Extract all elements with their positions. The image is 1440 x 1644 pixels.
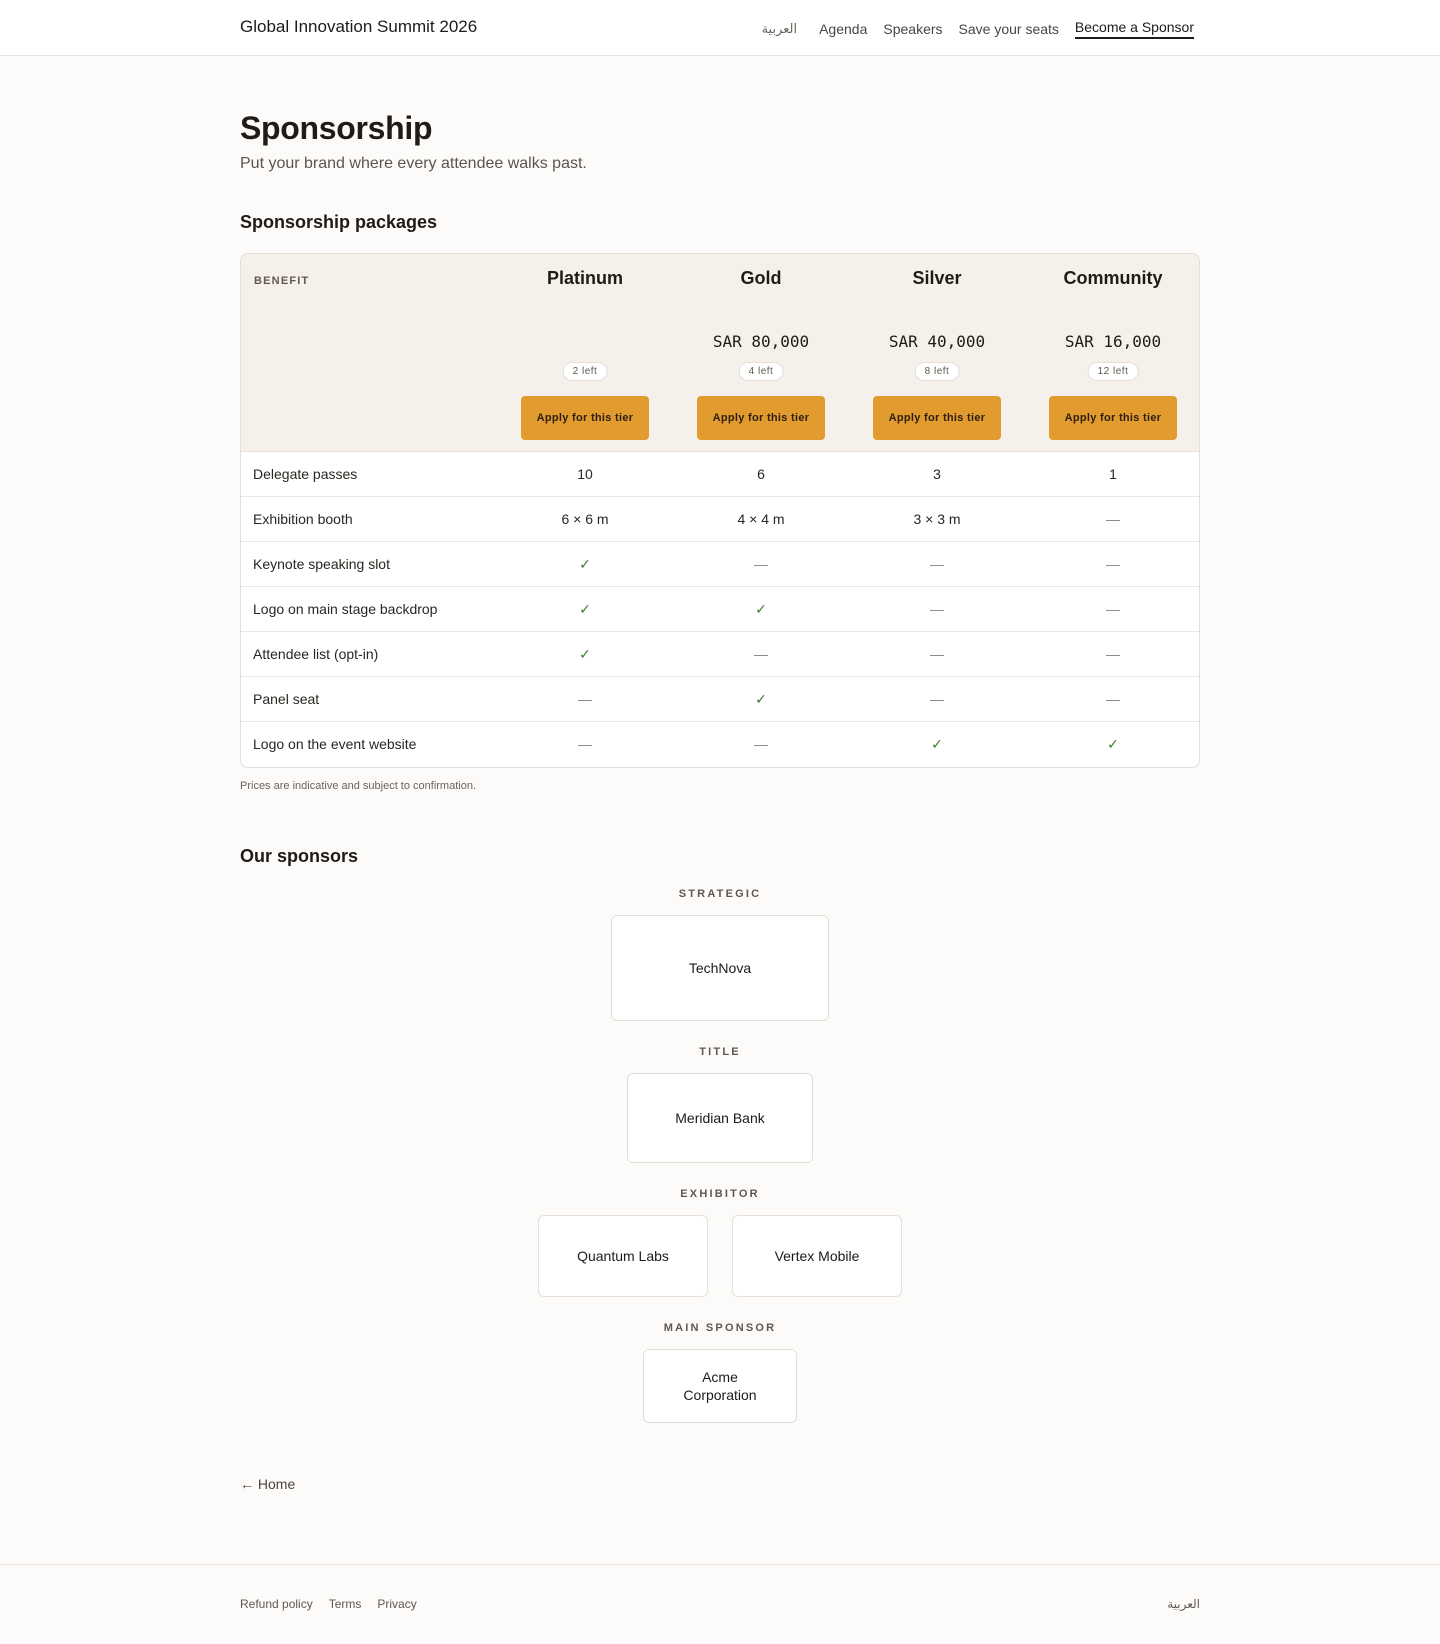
apply-silver-button[interactable]: Apply for this tier xyxy=(873,396,1001,440)
benefit-label: Logo on main stage backdrop xyxy=(253,601,438,617)
sponsor-group-label: MAIN SPONSOR xyxy=(663,1322,777,1334)
page-subtitle: Put your brand where every attendee walks past. xyxy=(240,155,587,172)
check-icon: ✓ xyxy=(755,691,767,707)
benefit-column-header: BENEFIT xyxy=(254,275,310,287)
site-title[interactable]: Global Innovation Summit 2026 xyxy=(240,17,478,36)
dash-icon: — xyxy=(754,736,768,752)
check-icon: ✓ xyxy=(579,646,591,662)
benefit-value: 6 × 6 m xyxy=(561,511,609,527)
apply-gold-button[interactable]: Apply for this tier xyxy=(697,396,825,440)
table-row xyxy=(241,722,1199,767)
table-row xyxy=(241,542,1199,587)
refund-policy-link[interactable]: Refund policy xyxy=(240,1597,313,1611)
sponsor-group-label: EXHIBITOR xyxy=(680,1188,760,1200)
benefit-value: 4 × 4 m xyxy=(737,511,785,527)
sponsor-card-technova[interactable]: TechNova xyxy=(611,915,829,1021)
tier-availability-badge: 2 left xyxy=(563,362,608,381)
sponsor-group-label: STRATEGIC xyxy=(678,888,762,900)
nav-language-link[interactable]: العربية xyxy=(761,21,798,36)
tier-availability-badge: 8 left xyxy=(915,362,960,381)
tier-community xyxy=(1025,254,1200,452)
tier-availability-badge: 4 left xyxy=(739,362,784,381)
apply-platinum-button[interactable]: Apply for this tier xyxy=(521,396,649,440)
dash-icon: — xyxy=(1106,556,1120,572)
benefit-value: 3 × 3 m xyxy=(913,511,961,527)
tier-name: Platinum xyxy=(546,268,623,288)
sponsor-card-quantum-labs[interactable]: Quantum Labs xyxy=(538,1215,708,1297)
tier-name: Gold xyxy=(740,268,782,288)
tier-availability-badge: 12 left xyxy=(1088,362,1139,381)
footer-language-link[interactable]: العربية xyxy=(1167,1597,1200,1611)
packages-heading: Sponsorship packages xyxy=(240,212,438,232)
table-row xyxy=(241,587,1199,632)
privacy-link[interactable]: Privacy xyxy=(377,1597,417,1611)
tier-platinum xyxy=(497,254,673,452)
dash-icon: — xyxy=(1106,601,1120,617)
footer-links xyxy=(240,1597,417,1611)
nav-agenda-link[interactable]: Agenda xyxy=(819,21,868,37)
dash-icon: — xyxy=(754,556,768,572)
dash-icon: — xyxy=(578,691,592,707)
check-icon: ✓ xyxy=(931,736,943,752)
benefit-label: Exhibition booth xyxy=(253,511,353,527)
dash-icon: — xyxy=(754,646,768,662)
table-row xyxy=(241,452,1199,497)
sponsor-card-acme-corporation[interactable]: Acme Corporation xyxy=(643,1349,797,1423)
table-row xyxy=(241,632,1199,677)
page-title: Sponsorship xyxy=(240,110,433,146)
sponsor-card-meridian-bank[interactable]: Meridian Bank xyxy=(627,1073,813,1163)
apply-community-button[interactable]: Apply for this tier xyxy=(1049,396,1177,440)
dash-icon: — xyxy=(1106,691,1120,707)
benefit-value: 3 xyxy=(933,466,941,482)
dash-icon: — xyxy=(1106,511,1120,527)
sponsorship-packages-table xyxy=(240,253,1200,768)
check-icon: ✓ xyxy=(755,601,767,617)
dash-icon: — xyxy=(930,691,944,707)
tier-price: SAR 80,000 xyxy=(712,332,810,351)
tier-name: Community xyxy=(1063,268,1163,288)
dash-icon: — xyxy=(930,646,944,662)
benefit-label: Delegate passes xyxy=(253,466,358,482)
sponsor-card-vertex-mobile[interactable]: Vertex Mobile xyxy=(732,1215,902,1297)
tier-price: SAR 16,000 xyxy=(1064,332,1162,351)
table-row xyxy=(241,497,1199,542)
packages-table-header xyxy=(241,254,1199,452)
dash-icon: — xyxy=(930,556,944,572)
nav-seats-link[interactable]: Save your seats xyxy=(958,21,1059,37)
pricing-note: Prices are indicative and subject to confirmation. xyxy=(240,780,477,792)
dash-icon: — xyxy=(1106,646,1120,662)
check-icon: ✓ xyxy=(1107,736,1119,752)
tier-silver xyxy=(849,254,1025,452)
dash-icon: — xyxy=(930,601,944,617)
check-icon: ✓ xyxy=(579,601,591,617)
table-row xyxy=(241,677,1199,722)
benefit-label: Panel seat xyxy=(253,691,320,707)
sponsors-heading: Our sponsors xyxy=(240,846,359,866)
benefit-label: Logo on the event website xyxy=(253,736,417,752)
terms-link[interactable]: Terms xyxy=(328,1597,362,1611)
benefit-value: 10 xyxy=(577,466,593,482)
sponsor-group-label: TITLE xyxy=(699,1046,741,1058)
nav-sponsor-link[interactable]: Become a Sponsor xyxy=(1075,19,1194,39)
check-icon: ✓ xyxy=(579,556,591,572)
benefit-value: 1 xyxy=(1109,466,1117,482)
nav-speakers-link[interactable]: Speakers xyxy=(883,21,943,37)
tier-name: Silver xyxy=(912,268,962,288)
tier-gold xyxy=(673,254,849,452)
benefit-rows xyxy=(241,452,1199,767)
main-nav xyxy=(762,19,1194,39)
benefit-value: 6 xyxy=(757,466,765,482)
benefit-label: Attendee list (opt-in) xyxy=(253,646,379,662)
tier-price: SAR 40,000 xyxy=(888,332,986,351)
benefit-label: Keynote speaking slot xyxy=(253,556,390,572)
back-home-link[interactable]: ← Home xyxy=(240,1476,296,1492)
page-footer xyxy=(0,1564,1440,1644)
top-bar xyxy=(0,0,1440,56)
dash-icon: — xyxy=(578,736,592,752)
